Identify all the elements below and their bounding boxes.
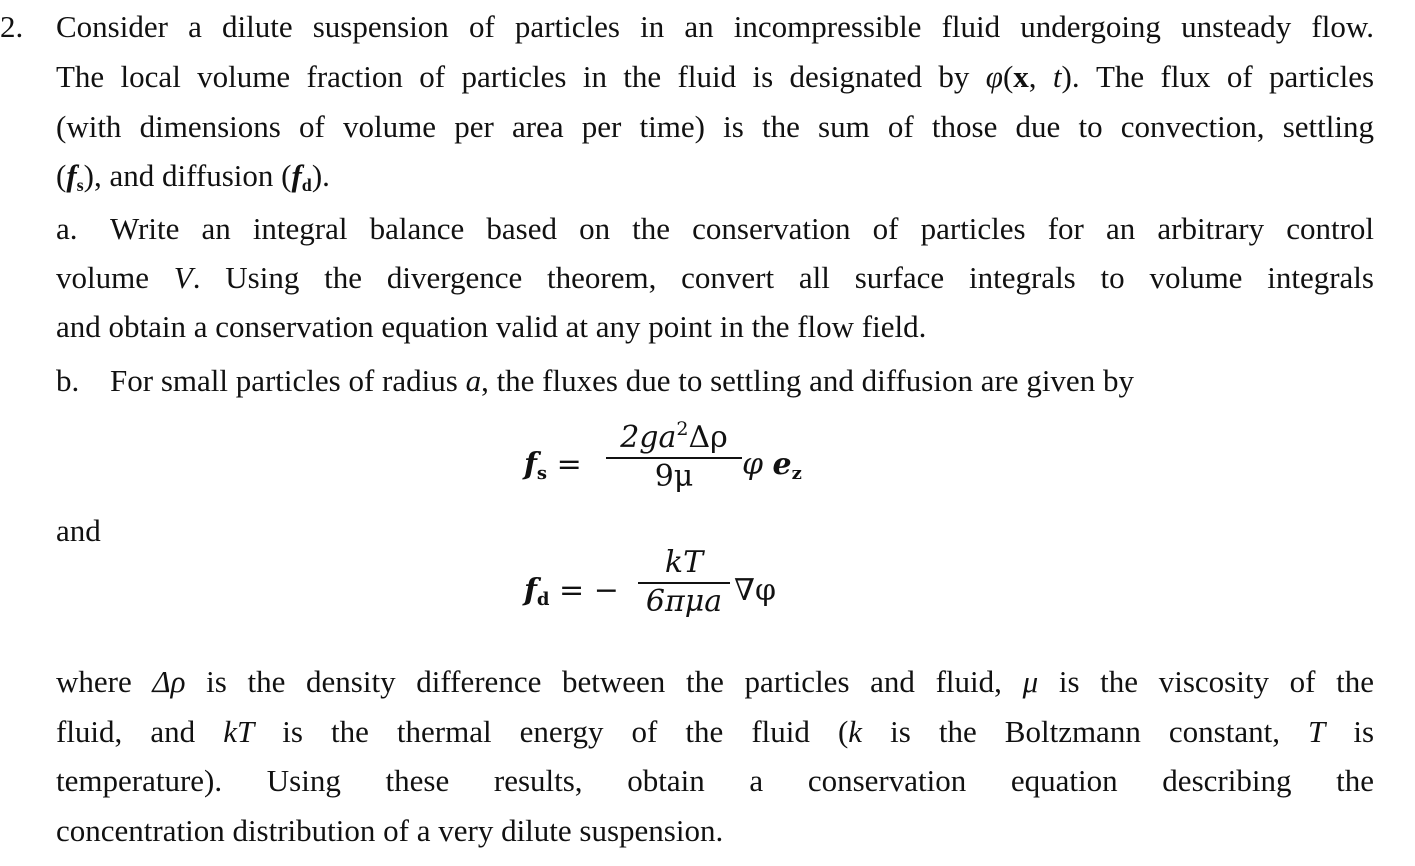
where-line-3: temperature). Using these results, obtain a conservation equation describing the xyxy=(56,763,1374,798)
time-t: t xyxy=(1052,59,1062,94)
equation-fs-rhs: φ $e_z$ xyxy=(742,447,802,484)
and-word: and xyxy=(56,513,101,548)
control-volume-V: V xyxy=(173,260,193,295)
position-vector-x: x xyxy=(1013,59,1029,94)
equation-fd-fraction: kT 6πμa xyxy=(638,545,730,619)
equation-fd-rhs: ∇φ xyxy=(734,573,776,608)
mu-symbol: μ xyxy=(1022,664,1039,699)
equation-fs-lhs: $f_s$ = xyxy=(524,447,582,484)
equation-fs-fraction: $2ga^2\Delta\rho$ 9μ xyxy=(606,418,742,494)
delta-rho-symbol: Δρ xyxy=(152,664,186,699)
question-number: 2. xyxy=(0,9,24,44)
intro-line-1: 2. Consider a dilute suspension of particles in an incompressible fluid undergoing unsteady flow. xyxy=(56,2,1374,52)
part-b-label: b. xyxy=(56,363,80,398)
radius-a: a xyxy=(465,363,482,398)
intro-line-3: (with dimensions of volume per area per time) is the sum of those due to convection, settling xyxy=(56,109,1374,144)
part-a-line-1: a. Write an integral balance based on the conservation of particles for an arbitrary control xyxy=(56,204,1374,254)
part-b-line-1: b. For small particles of radius a, the fluxes due to settling and diffusion are given by xyxy=(56,356,1374,406)
where-line-2: fluid, and kT is the thermal energy of the fluid (k is the Boltzmann constant, T is xyxy=(56,714,1375,749)
part-a-line-3: and obtain a conservation equation valid at any point in the flow field. xyxy=(56,309,927,344)
intro-line-4: $(f_s)$, and diffusion $(f_d)$. xyxy=(56,158,330,195)
phi-symbol: φ xyxy=(985,59,1003,94)
where-line-1: where Δρ is the density difference between the particles and fluid, μ is the viscosity of the xyxy=(56,664,1374,699)
where-line-4: concentration distribution of a very dilute suspension. xyxy=(56,813,724,848)
equation-fd-lhs: $f_d$ = − xyxy=(524,573,619,610)
part-a-line-2: volume V. Using the divergence theorem, convert all surface integrals to volume integrals xyxy=(56,260,1374,295)
part-a-label: a. xyxy=(56,211,78,246)
intro-line-2: The local volume fraction of particles in the fluid is designated by φ(x, t). The flux of particles xyxy=(56,59,1375,94)
